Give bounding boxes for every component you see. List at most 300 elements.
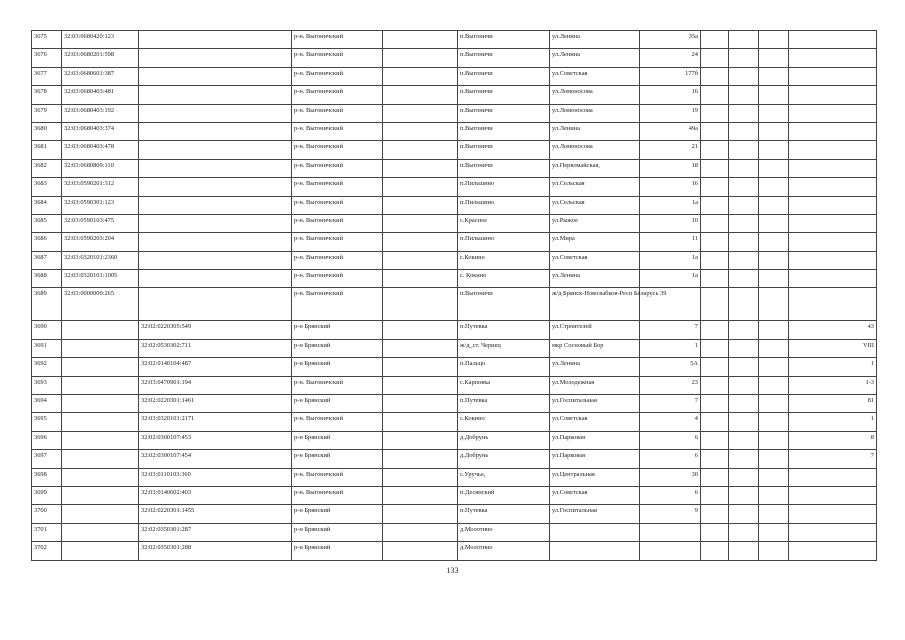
table-row	[32, 122, 877, 140]
apartment-number-cell	[789, 233, 877, 251]
empty-cell	[759, 339, 789, 357]
empty-cell	[759, 523, 789, 541]
street-cell: ул.Ленина	[550, 122, 640, 140]
empty-cell	[701, 178, 729, 196]
empty-cell	[701, 413, 729, 431]
street-cell: ул.Мира	[550, 233, 640, 251]
house-number-cell: 11	[640, 233, 701, 251]
empty-cell	[759, 67, 789, 85]
house-number-cell: 16	[640, 86, 701, 104]
row-number-cell: 3693	[32, 376, 62, 394]
district-cell: р-н. Выгоничский	[292, 468, 383, 486]
district-cell: р-н. Выгоничский	[292, 31, 383, 49]
table-row	[32, 178, 877, 196]
district-cell: р-н. Выгоничский	[292, 270, 383, 288]
table-row	[32, 196, 877, 214]
empty-cell	[383, 233, 458, 251]
cadastral-number-alt-cell: 32:02:0220301:1461	[139, 395, 292, 413]
empty-cell	[701, 233, 729, 251]
apartment-number-cell	[789, 86, 877, 104]
street-cell: ул.Сельская	[550, 196, 640, 214]
empty-cell	[729, 122, 759, 140]
apartment-number-cell	[789, 214, 877, 232]
house-number-cell: 4	[640, 413, 701, 431]
cadastral-number-cell	[62, 431, 139, 449]
empty-cell	[701, 251, 729, 269]
empty-cell	[729, 141, 759, 159]
table-row	[32, 159, 877, 177]
empty-cell	[759, 104, 789, 122]
locality-cell: п.Выгоничи	[458, 159, 550, 177]
row-number-cell: 3676	[32, 49, 62, 67]
locality-cell: п.Выгоничи	[458, 31, 550, 49]
street-cell: ул.Ленина	[550, 49, 640, 67]
empty-cell	[729, 468, 759, 486]
page-number: 133	[446, 566, 459, 575]
apartment-number-cell: VIII	[789, 339, 877, 357]
street-cell: ул.Советская	[550, 413, 640, 431]
cadastral-number-cell: 32:03:0320101:2360	[62, 251, 139, 269]
district-cell: р-н. Выгоничский	[292, 104, 383, 122]
locality-cell: с.Кокино	[458, 251, 550, 269]
cadastral-number-alt-cell: 32:02:0220305:549	[139, 321, 292, 339]
table-row	[32, 49, 877, 67]
empty-cell	[729, 395, 759, 413]
empty-cell	[701, 450, 729, 468]
locality-cell: п.Выгоничи	[458, 141, 550, 159]
apartment-number-cell: 1	[789, 413, 877, 431]
empty-cell	[701, 358, 729, 376]
house-number-cell: 6	[640, 486, 701, 504]
empty-cell	[759, 122, 789, 140]
street-cell: ул.Рыжое	[550, 214, 640, 232]
table-row	[32, 233, 877, 251]
district-cell: р-н. Выгоничский	[292, 67, 383, 85]
street-cell	[550, 542, 640, 560]
cadastral-number-cell: 32:03:0680809:110	[62, 159, 139, 177]
locality-cell: п.Выгоничи	[458, 104, 550, 122]
empty-cell	[383, 104, 458, 122]
empty-cell	[729, 321, 759, 339]
locality-cell: с.Красное	[458, 214, 550, 232]
table-row	[32, 523, 877, 541]
locality-cell: ж/д_ст. Чернец	[458, 339, 550, 357]
district-cell: р-н. Выгоничский	[292, 214, 383, 232]
house-number-cell: 23	[640, 376, 701, 394]
row-number-cell: 3681	[32, 141, 62, 159]
empty-cell	[729, 104, 759, 122]
street-cell: ул.Первомайская,	[550, 159, 640, 177]
house-number-cell: 49а	[640, 122, 701, 140]
cadastral-number-cell	[62, 339, 139, 357]
row-number-cell: 3679	[32, 104, 62, 122]
empty-cell	[729, 413, 759, 431]
empty-cell	[729, 86, 759, 104]
empty-cell	[759, 159, 789, 177]
empty-cell	[729, 178, 759, 196]
cadastral-number-alt-cell	[139, 178, 292, 196]
row-number-cell: 3675	[32, 31, 62, 49]
row-number-cell: 3686	[32, 233, 62, 251]
house-number-cell: 1а	[640, 196, 701, 214]
cadastral-number-cell: 32:03:0590301:123	[62, 196, 139, 214]
row-number-cell: 3678	[32, 86, 62, 104]
empty-cell	[383, 178, 458, 196]
empty-cell	[701, 468, 729, 486]
empty-cell	[759, 196, 789, 214]
table-row	[32, 67, 877, 85]
empty-cell	[729, 523, 759, 541]
apartment-number-cell	[789, 468, 877, 486]
locality-cell: с. Кокино	[458, 270, 550, 288]
locality-cell: п.Десянский	[458, 486, 550, 504]
district-cell: р-н. Выгоничский	[292, 86, 383, 104]
street-cell: ж/д Брянск-Новозыбков-Респ Беларусь 39	[550, 288, 640, 321]
empty-cell	[729, 233, 759, 251]
table-row	[32, 486, 877, 504]
empty-cell	[701, 270, 729, 288]
apartment-number-cell	[789, 196, 877, 214]
house-number-cell: 30	[640, 468, 701, 486]
empty-cell	[729, 505, 759, 523]
empty-cell	[759, 413, 789, 431]
empty-cell	[383, 214, 458, 232]
apartment-number-cell	[789, 141, 877, 159]
apartment-number-cell	[789, 178, 877, 196]
empty-cell	[383, 141, 458, 159]
street-cell: ул.Госпитальная	[550, 505, 640, 523]
table-row	[32, 395, 877, 413]
empty-cell	[383, 450, 458, 468]
district-cell: р-н Брянский	[292, 431, 383, 449]
cadastral-number-cell: 32:03:0680601:387	[62, 67, 139, 85]
cadastral-number-cell: 32:03:0680403:374	[62, 122, 139, 140]
table-row	[32, 141, 877, 159]
cadastral-number-alt-cell: 32:02:0530302:711	[139, 339, 292, 357]
house-number-cell: 19	[640, 104, 701, 122]
locality-cell: п.Пильшино	[458, 178, 550, 196]
table-row	[32, 358, 877, 376]
district-cell: р-н. Выгоничский	[292, 288, 383, 321]
apartment-number-cell	[789, 505, 877, 523]
row-number-cell: 3691	[32, 339, 62, 357]
cadastral-number-alt-cell	[139, 67, 292, 85]
cadastral-number-alt-cell	[139, 251, 292, 269]
apartment-number-cell	[789, 542, 877, 560]
empty-cell	[759, 468, 789, 486]
empty-cell	[383, 86, 458, 104]
table-row	[32, 288, 877, 321]
street-cell: ул.Советская	[550, 251, 640, 269]
street-cell: ул.Советская	[550, 486, 640, 504]
row-number-cell: 3682	[32, 159, 62, 177]
empty-cell	[383, 159, 458, 177]
row-number-cell: 3700	[32, 505, 62, 523]
empty-cell	[759, 505, 789, 523]
house-number-cell	[640, 523, 701, 541]
house-number-cell: 5А	[640, 358, 701, 376]
row-number-cell: 3699	[32, 486, 62, 504]
row-number-cell: 3692	[32, 358, 62, 376]
apartment-number-cell	[789, 31, 877, 49]
empty-cell	[383, 339, 458, 357]
house-number-cell: 18	[640, 159, 701, 177]
empty-cell	[759, 86, 789, 104]
empty-cell	[383, 376, 458, 394]
street-cell: ул.Парковая	[550, 431, 640, 449]
cadastral-number-cell: 32:03:0680420:123	[62, 31, 139, 49]
empty-cell	[729, 450, 759, 468]
empty-cell	[383, 542, 458, 560]
table-row	[32, 450, 877, 468]
table-row	[32, 468, 877, 486]
cadastral-number-cell	[62, 523, 139, 541]
table-row	[32, 214, 877, 232]
empty-cell	[759, 358, 789, 376]
cadastral-number-alt-cell: 32:02:0300107:454	[139, 450, 292, 468]
empty-cell	[759, 431, 789, 449]
empty-cell	[729, 339, 759, 357]
empty-cell	[383, 270, 458, 288]
empty-cell	[729, 270, 759, 288]
row-number-cell: 3684	[32, 196, 62, 214]
row-number-cell: 3685	[32, 214, 62, 232]
district-cell: р-н Брянский	[292, 395, 383, 413]
locality-cell: с.Кокино	[458, 413, 550, 431]
district-cell: р-н. Выгоничский	[292, 413, 383, 431]
district-cell: р-н Брянский	[292, 358, 383, 376]
empty-cell	[759, 270, 789, 288]
locality-cell: п.Выгоничи	[458, 67, 550, 85]
cadastral-number-alt-cell	[139, 288, 292, 321]
empty-cell	[759, 395, 789, 413]
cadastral-number-alt-cell: 32:03:0320101:2171	[139, 413, 292, 431]
empty-cell	[759, 321, 789, 339]
empty-cell	[383, 49, 458, 67]
street-cell: мкр Сосновый Бор	[550, 339, 640, 357]
locality-cell: с.Уручье,	[458, 468, 550, 486]
row-number-cell: 3680	[32, 122, 62, 140]
district-cell: р-н. Выгоничский	[292, 178, 383, 196]
apartment-number-cell	[789, 251, 877, 269]
row-number-cell: 3702	[32, 542, 62, 560]
cadastral-number-alt-cell	[139, 49, 292, 67]
cadastral-number-alt-cell: 32:02:0140104:487	[139, 358, 292, 376]
table-row	[32, 270, 877, 288]
locality-cell: п.Пальцо	[458, 358, 550, 376]
cadastral-number-cell	[62, 468, 139, 486]
row-number-cell: 3689	[32, 288, 62, 321]
empty-cell	[759, 214, 789, 232]
empty-cell	[759, 542, 789, 560]
row-number-cell: 3695	[32, 413, 62, 431]
empty-cell	[729, 431, 759, 449]
locality-cell: п.Путевка	[458, 395, 550, 413]
district-cell: р-н. Выгоничский	[292, 486, 383, 504]
cadastral-number-cell	[62, 450, 139, 468]
row-number-cell: 3698	[32, 468, 62, 486]
district-cell: р-н Брянский	[292, 339, 383, 357]
empty-cell	[701, 395, 729, 413]
cadastral-number-cell: 32:03:0680403:481	[62, 86, 139, 104]
locality-cell: д.Молотино	[458, 523, 550, 541]
empty-cell	[701, 122, 729, 140]
cadastral-number-alt-cell: 32:02:0350301:287	[139, 523, 292, 541]
house-number-cell: 6	[640, 450, 701, 468]
street-cell: ул.Молодежная	[550, 376, 640, 394]
table-row	[32, 31, 877, 49]
empty-cell	[701, 214, 729, 232]
street-cell: ул.Ленина	[550, 31, 640, 49]
district-cell: р-н Брянский	[292, 450, 383, 468]
empty-cell	[729, 358, 759, 376]
empty-cell	[383, 431, 458, 449]
locality-cell: п.Пильшино	[458, 196, 550, 214]
empty-cell	[729, 214, 759, 232]
cadastral-number-cell	[62, 395, 139, 413]
cadastral-number-alt-cell: 32:03:0110103:360	[139, 468, 292, 486]
registry-rows	[32, 31, 877, 561]
table-row	[32, 431, 877, 449]
row-number-cell: 3694	[32, 395, 62, 413]
house-number-cell: 16	[640, 178, 701, 196]
cadastral-number-cell	[62, 413, 139, 431]
empty-cell	[729, 542, 759, 560]
cadastral-number-cell: 32:03:0590201:312	[62, 178, 139, 196]
cadastral-number-cell	[62, 321, 139, 339]
empty-cell	[383, 486, 458, 504]
apartment-number-cell: 1	[789, 358, 877, 376]
empty-cell	[759, 450, 789, 468]
row-number-cell: 3688	[32, 270, 62, 288]
cadastral-number-cell: 32:03:0000000:265	[62, 288, 139, 321]
cadastral-number-alt-cell: 32:02:0350301:288	[139, 542, 292, 560]
row-number-cell: 3696	[32, 431, 62, 449]
apartment-number-cell	[789, 122, 877, 140]
empty-cell	[701, 505, 729, 523]
district-cell: р-н Брянский	[292, 523, 383, 541]
cadastral-number-alt-cell	[139, 86, 292, 104]
empty-cell	[729, 31, 759, 49]
street-cell	[550, 523, 640, 541]
cadastral-number-alt-cell	[139, 141, 292, 159]
empty-cell	[383, 251, 458, 269]
cadastral-number-alt-cell	[139, 233, 292, 251]
cadastral-number-alt-cell	[139, 159, 292, 177]
locality-cell: п.Пильшино	[458, 233, 550, 251]
empty-cell	[729, 49, 759, 67]
cadastral-number-alt-cell	[139, 31, 292, 49]
row-number-cell: 3677	[32, 67, 62, 85]
apartment-number-cell: 7	[789, 450, 877, 468]
empty-cell	[701, 67, 729, 85]
house-number-cell: 24	[640, 49, 701, 67]
cadastral-number-alt-cell	[139, 196, 292, 214]
apartment-number-cell: 81	[789, 395, 877, 413]
cadastral-number-cell	[62, 376, 139, 394]
house-number-cell: 7	[640, 321, 701, 339]
empty-cell	[383, 413, 458, 431]
empty-cell	[701, 288, 729, 321]
apartment-number-cell: 8	[789, 431, 877, 449]
table-row	[32, 542, 877, 560]
cadastral-number-cell: 32:03:0320101:1005	[62, 270, 139, 288]
district-cell: р-н. Выгоничский	[292, 376, 383, 394]
empty-cell	[701, 542, 729, 560]
empty-cell	[701, 339, 729, 357]
district-cell: р-н. Выгоничский	[292, 159, 383, 177]
empty-cell	[701, 31, 729, 49]
empty-cell	[701, 49, 729, 67]
house-number-cell: 1а	[640, 270, 701, 288]
table-row	[32, 104, 877, 122]
cadastral-number-cell: 32:03:0590103:475	[62, 214, 139, 232]
empty-cell	[729, 196, 759, 214]
empty-cell	[759, 288, 789, 321]
row-number-cell: 3687	[32, 251, 62, 269]
empty-cell	[701, 141, 729, 159]
table-row	[32, 251, 877, 269]
district-cell: р-н Брянский	[292, 321, 383, 339]
empty-cell	[729, 159, 759, 177]
empty-cell	[759, 178, 789, 196]
table-row	[32, 413, 877, 431]
apartment-number-cell	[789, 288, 877, 321]
apartment-number-cell: 1-3	[789, 376, 877, 394]
row-number-cell: 3683	[32, 178, 62, 196]
empty-cell	[729, 251, 759, 269]
street-cell: ул.Ломоносова	[550, 141, 640, 159]
table-row	[32, 376, 877, 394]
empty-cell	[701, 376, 729, 394]
house-number-cell: 1а	[640, 251, 701, 269]
district-cell: р-н. Выгоничский	[292, 141, 383, 159]
apartment-number-cell	[789, 486, 877, 504]
table-row	[32, 505, 877, 523]
row-number-cell: 3690	[32, 321, 62, 339]
cadastral-number-alt-cell: 32:03:0470901:194	[139, 376, 292, 394]
cadastral-number-alt-cell	[139, 122, 292, 140]
district-cell: р-н. Выгоничский	[292, 233, 383, 251]
empty-cell	[383, 196, 458, 214]
house-number-cell: 9	[640, 505, 701, 523]
locality-cell: п.Выгоничи	[458, 49, 550, 67]
table-row	[32, 86, 877, 104]
table-row	[32, 339, 877, 357]
locality-cell: п.Путевка	[458, 321, 550, 339]
cadastral-number-cell: 32:03:0680403:478	[62, 141, 139, 159]
street-cell: ул.Госпитальная	[550, 395, 640, 413]
house-number-cell	[640, 542, 701, 560]
cadastral-number-alt-cell	[139, 270, 292, 288]
locality-cell: с.Карповка	[458, 376, 550, 394]
locality-cell: п.Путевка	[458, 505, 550, 523]
apartment-number-cell	[789, 49, 877, 67]
house-number-cell: 10	[640, 214, 701, 232]
apartment-number-cell	[789, 67, 877, 85]
locality-cell: д.Молотино	[458, 542, 550, 560]
district-cell: р-н Брянский	[292, 505, 383, 523]
locality-cell: д.Добрунь	[458, 450, 550, 468]
empty-cell	[759, 31, 789, 49]
empty-cell	[383, 122, 458, 140]
empty-cell	[759, 233, 789, 251]
empty-cell	[729, 486, 759, 504]
cadastral-number-cell	[62, 542, 139, 560]
street-cell: ул.Сельская	[550, 178, 640, 196]
street-cell: ул.Ломоносова	[550, 104, 640, 122]
apartment-number-cell	[789, 270, 877, 288]
